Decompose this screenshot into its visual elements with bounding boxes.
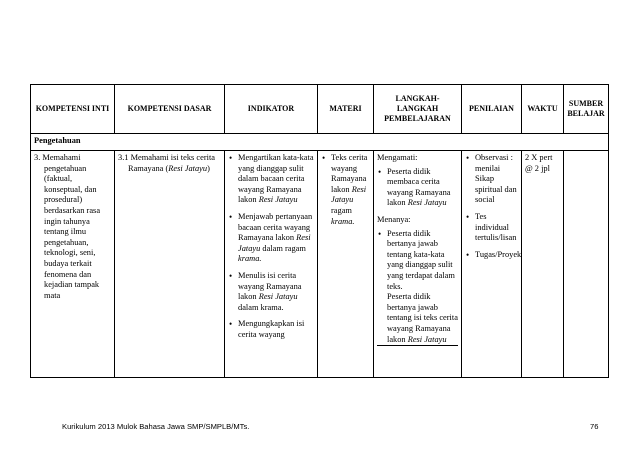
content-row bbox=[31, 151, 609, 378]
header-row bbox=[31, 85, 609, 134]
mengamati-item: • Peserta didik membaca cerita wayang Ramayana lakon Resi Jatayu bbox=[377, 167, 458, 209]
ki-text: 3. Memahami pengetahuan (faktual, konseptual, dan prosedural) berdasarkan rasa ingin tahunya tentang ilmu pengetahuan, teknologi, seni, budaya terkait fenomena dan kejadian tampak mata bbox=[34, 153, 101, 300]
header-kompetensi-inti: KOMPETENSI INTI bbox=[31, 85, 115, 134]
header-sumber: SUMBER BELAJAR bbox=[564, 85, 609, 134]
footer-text: Kurikulum 2013 Mulok Bahasa Jawa SMP/SMPLB/MTs. bbox=[62, 422, 250, 431]
sumber-cell bbox=[564, 151, 609, 378]
penilaian-cell bbox=[462, 151, 522, 378]
indikator-item: • Mengungkapkan isi cerita wayang bbox=[228, 319, 314, 340]
penilaian-item: • Observasi : menilai Sikap spiritual dan social bbox=[465, 153, 518, 206]
section-row bbox=[31, 134, 609, 151]
section-title: Pengetahuan bbox=[31, 134, 609, 151]
header-indikator: INDIKATOR bbox=[225, 85, 318, 134]
waktu-cell: 2 X pert @ 2 jpl bbox=[522, 151, 564, 378]
penilaian-item: • Tugas/Proyek bbox=[465, 250, 518, 261]
mengamati-label: Mengamati: bbox=[377, 153, 418, 162]
indikator-item: • Menjawab pertanyaan bacaan cerita wayang Ramayana lakon Resi Jatayu dalam ragam krama. bbox=[228, 212, 314, 265]
header-waktu: WAKTU bbox=[522, 85, 564, 134]
menanya-extra: Peserta didik bertanya jawab tentang isi teks cerita wayang Ramayana lakon Resi Jatayu bbox=[377, 292, 458, 346]
materi-cell bbox=[318, 151, 374, 378]
header-kompetensi-dasar: KOMPETENSI DASAR bbox=[115, 85, 225, 134]
kd-cell bbox=[115, 151, 225, 378]
indikator-cell bbox=[225, 151, 318, 378]
kd-text: 3.1 Memahami isi teks cerita Ramayana (Resi Jatayu) bbox=[118, 153, 215, 173]
menanya-item: • Peserta didik bertanya jawab tentang kata-kata yang dianggap sulit yang terdapat dalam teks. bbox=[377, 229, 458, 293]
ki-cell bbox=[31, 151, 115, 378]
header-penilaian: PENILAIAN bbox=[462, 85, 522, 134]
materi-item: • Teks cerita wayang Ramayana lakon Resi Jatayu ragam krama. bbox=[321, 153, 370, 227]
penilaian-item: • Tes individual tertulis/lisan bbox=[465, 212, 518, 244]
header-materi: MATERI bbox=[318, 85, 374, 134]
menanya-label: Menanya: bbox=[377, 214, 411, 224]
indikator-item: • Menulis isi cerita wayang Ramayana lakon Resi Jatayu dalam krama. bbox=[228, 271, 314, 313]
lesson-plan-table bbox=[30, 84, 609, 378]
indikator-item: • Mengartikan kata-kata yang dianggap sulit dalam bacaan cerita wayang Ramayana lakon Resi Jatayu bbox=[228, 153, 314, 206]
page-number: 76 bbox=[590, 422, 599, 431]
header-langkah: LANGKAH-LANGKAH PEMBELAJARAN bbox=[374, 85, 462, 134]
langkah-cell bbox=[374, 151, 462, 378]
